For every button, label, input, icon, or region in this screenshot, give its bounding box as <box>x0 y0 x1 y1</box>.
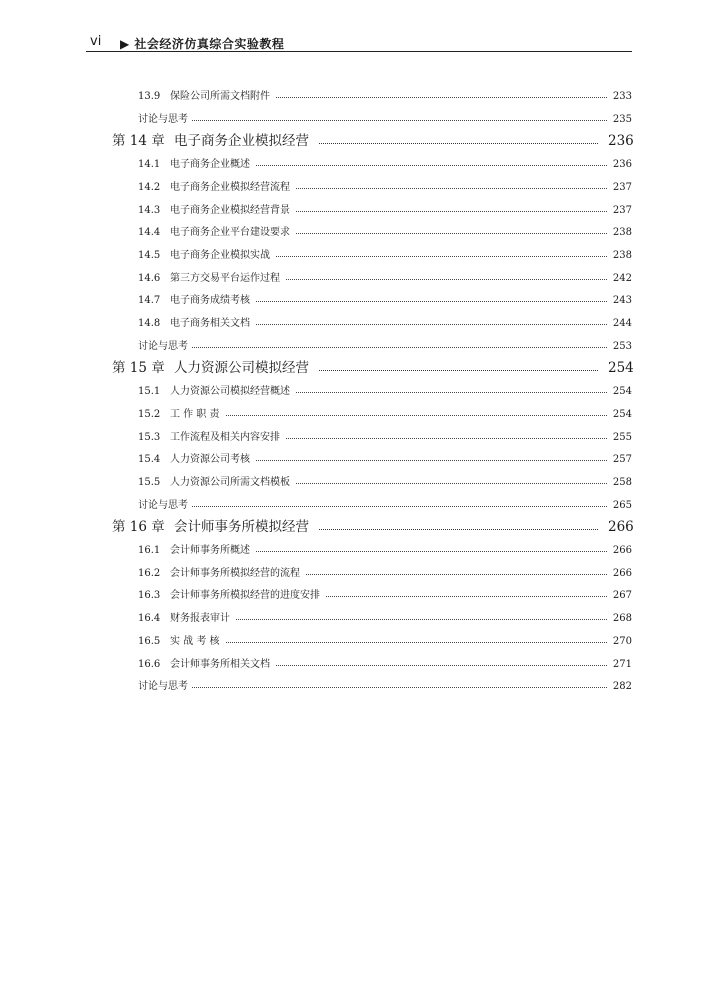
toc-entry-number: 第 14 章 <box>112 133 165 150</box>
toc-entry-number: 第 16 章 <box>112 519 165 536</box>
toc-entry-page: 270 <box>612 635 632 647</box>
toc-entry-title: 工作流程及相关内容安排 <box>170 431 280 443</box>
toc-entry-page: 242 <box>612 272 632 284</box>
dot-leader <box>326 595 607 597</box>
toc-entry-page: 235 <box>612 113 632 125</box>
toc-discussion-entry[interactable] <box>0 493 706 511</box>
toc-entry-title: 财务报表审计 <box>170 613 230 625</box>
page-number: vi <box>90 34 102 49</box>
toc-entry-number: 16.3 <box>138 590 161 602</box>
toc-entry-page: 257 <box>612 454 632 466</box>
toc-entry-title: 电子商务企业模拟实战 <box>170 249 270 261</box>
dot-leader <box>276 255 607 257</box>
toc-entry-title: 实 战 考 核 <box>170 635 220 647</box>
toc-entry-title: 电子商务相关文档 <box>170 318 250 329</box>
toc-entry-title: 讨论与思考 <box>138 681 188 693</box>
toc-section-entry[interactable] <box>0 561 706 579</box>
toc-section-entry[interactable] <box>0 379 706 397</box>
toc-discussion-entry[interactable] <box>0 334 706 352</box>
toc-entry-title: 讨论与思考 <box>138 499 188 511</box>
dot-leader <box>226 414 607 416</box>
dot-leader <box>276 96 607 98</box>
dot-leader <box>319 369 598 371</box>
toc-entry-title: 会计师事务所相关文档 <box>170 658 270 670</box>
toc-section-entry[interactable] <box>0 84 706 102</box>
toc-entry-number: 14.1 <box>138 159 161 171</box>
toc-entry-page: 266 <box>612 567 632 579</box>
toc-entry-number: 16.6 <box>138 658 161 670</box>
dot-leader <box>226 641 607 643</box>
toc-section-entry[interactable] <box>0 425 706 443</box>
toc-entry-title: 会计师事务所模拟经营的进度安排 <box>170 590 320 602</box>
dot-leader <box>296 482 607 484</box>
dot-leader <box>256 459 607 461</box>
toc-section-entry[interactable] <box>0 266 706 284</box>
toc-entry-number: 16.1 <box>138 545 161 556</box>
toc-entry-page: 271 <box>612 658 632 670</box>
toc-section-entry[interactable] <box>0 152 706 170</box>
toc-entry-title: 会计师事务所模拟经营 <box>174 519 309 536</box>
toc-discussion-entry[interactable] <box>0 107 706 125</box>
dot-leader <box>296 232 607 234</box>
toc-entry-number: 14.3 <box>138 204 161 216</box>
toc-entry-number: 15.3 <box>138 431 161 443</box>
toc-entry-number: 14.7 <box>138 295 161 307</box>
toc-entry-page: 268 <box>612 613 632 625</box>
toc-entry-number: 15.1 <box>138 386 161 398</box>
toc-entry-page: 238 <box>612 227 632 239</box>
toc-entry-title: 人力资源公司考核 <box>170 454 250 466</box>
toc-entry-title: 电子商务企业平台建设要求 <box>170 227 290 239</box>
toc-entry-title: 讨论与思考 <box>138 113 188 125</box>
toc-section-entry[interactable] <box>0 175 706 193</box>
toc-entry-page: 253 <box>612 340 632 352</box>
toc-entry-page: 265 <box>612 499 632 511</box>
dot-leader <box>319 528 598 530</box>
toc-entry-page: 236 <box>608 133 634 150</box>
toc-entry-title: 工 作 职 责 <box>170 408 220 420</box>
toc-entry-title: 电子商务企业模拟经营背景 <box>170 204 290 216</box>
toc-entry-title: 会计师事务所模拟经营的流程 <box>170 567 300 579</box>
toc-entry-page: 254 <box>608 360 634 377</box>
toc-entry-title: 人力资源公司所需文档模板 <box>170 476 290 488</box>
toc-entry-title: 电子商务企业模拟经营 <box>174 133 309 150</box>
toc-entry-number: 14.5 <box>138 249 161 261</box>
toc-section-entry[interactable] <box>0 629 706 647</box>
toc-entry-title: 电子商务企业模拟经营流程 <box>170 181 290 193</box>
toc-entry-page: 266 <box>612 545 632 556</box>
toc-entry-number: 15.4 <box>138 454 161 466</box>
dot-leader <box>276 664 607 666</box>
toc-entry-number: 14.8 <box>138 318 161 329</box>
toc-section-entry[interactable] <box>0 243 706 261</box>
toc-entry-page: 255 <box>612 431 632 443</box>
toc-discussion-entry[interactable] <box>0 674 706 692</box>
running-title: ▶ 社会经济仿真综合实验教程 <box>120 37 285 51</box>
toc-section-entry[interactable] <box>0 447 706 465</box>
toc-entry-page: 254 <box>612 408 632 420</box>
toc-entry-title: 电子商务企业概述 <box>170 159 250 171</box>
toc-entry-number: 15.5 <box>138 476 161 488</box>
toc-section-entry[interactable] <box>0 470 706 488</box>
toc-entry-number: 14.2 <box>138 181 161 193</box>
toc-entry-number: 14.4 <box>138 227 161 239</box>
toc-entry-page: 233 <box>612 91 632 102</box>
toc-entry-title: 会计师事务所概述 <box>170 545 250 556</box>
toc-entry-page: 267 <box>612 590 632 602</box>
toc-entry-page: 243 <box>612 295 632 307</box>
toc-entry-page: 282 <box>612 681 632 693</box>
dot-leader <box>306 573 607 575</box>
dot-leader <box>236 618 607 620</box>
toc-chapter-entry[interactable] <box>0 356 706 376</box>
toc-section-entry[interactable] <box>0 311 706 329</box>
toc-section-entry[interactable] <box>0 538 706 556</box>
toc-entry-number: 15.2 <box>138 408 161 420</box>
dot-leader <box>256 550 607 552</box>
toc-entry-page: 254 <box>612 386 632 398</box>
toc-chapter-entry[interactable] <box>0 129 706 149</box>
toc-section-entry[interactable] <box>0 198 706 216</box>
toc-entry-number: 14.6 <box>138 272 161 284</box>
toc-section-entry[interactable] <box>0 402 706 420</box>
toc-entry-number: 第 15 章 <box>112 360 165 377</box>
toc-entry-page: 266 <box>608 519 634 536</box>
dot-leader <box>192 346 607 348</box>
dot-leader <box>256 164 607 166</box>
toc-entry-title: 人力资源公司模拟经营 <box>174 360 309 377</box>
toc-section-entry[interactable] <box>0 220 706 238</box>
dot-leader <box>286 437 607 439</box>
toc-entry-number: 16.2 <box>138 567 161 579</box>
toc-section-entry[interactable] <box>0 583 706 601</box>
dot-leader <box>296 187 607 189</box>
dot-leader <box>286 278 607 280</box>
toc-section-entry[interactable] <box>0 652 706 670</box>
toc-entry-page: 238 <box>612 249 632 261</box>
dot-leader <box>319 142 598 144</box>
toc-entry-number: 16.5 <box>138 635 161 647</box>
toc-section-entry[interactable] <box>0 288 706 306</box>
toc-entry-title: 电子商务成绩考核 <box>170 295 250 307</box>
toc-entry-page: 237 <box>612 181 632 193</box>
dot-leader <box>296 210 607 212</box>
dot-leader <box>296 391 607 393</box>
toc-entry-page: 237 <box>612 204 632 216</box>
dot-leader <box>192 119 607 121</box>
toc-section-entry[interactable] <box>0 606 706 624</box>
dot-leader <box>256 323 607 325</box>
toc-entry-title: 第三方交易平台运作过程 <box>170 272 280 284</box>
toc-entry-number: 16.4 <box>138 613 161 625</box>
toc-chapter-entry[interactable] <box>0 515 706 535</box>
toc-entry-page: 236 <box>612 159 632 171</box>
dot-leader <box>192 686 607 688</box>
toc-entry-page: 244 <box>612 318 632 329</box>
dot-leader <box>192 505 607 507</box>
toc-entry-title: 保险公司所需文档附件 <box>170 91 270 102</box>
toc-entry-page: 258 <box>612 476 632 488</box>
toc-entry-number: 13.9 <box>138 91 161 102</box>
dot-leader <box>256 300 607 302</box>
toc-entry-title: 人力资源公司模拟经营概述 <box>170 386 290 398</box>
toc-entry-title: 讨论与思考 <box>138 340 188 352</box>
